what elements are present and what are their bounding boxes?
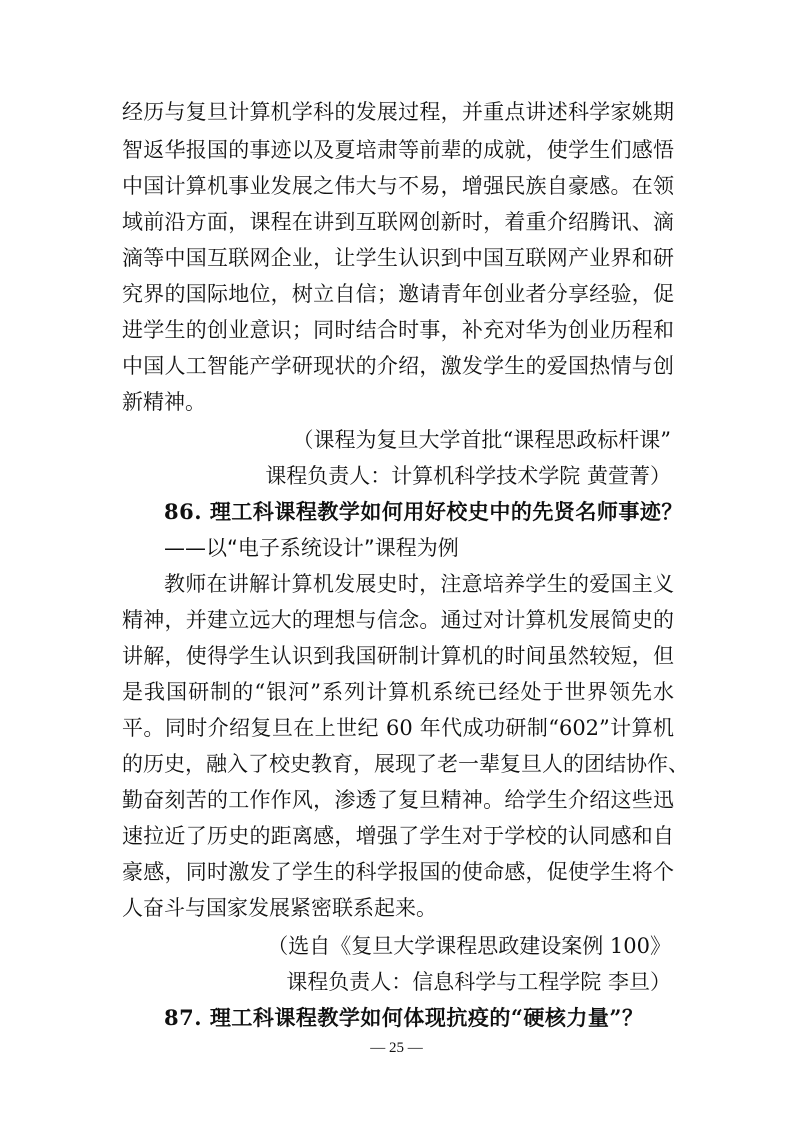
paragraph-1-line: 中国计算机事业发展之伟大与不易，增强民族自豪感。在领 [122,174,674,198]
source-citation: （选自《复旦大学课程思政建设案例 100》 [267,934,671,958]
course-lead: 课程负责人：计算机科学技术学院 黄萱菁） [265,464,671,488]
paragraph-2-line: 的历史，融入了校史教育，展现了老一辈复旦人的团结协作、 [122,752,689,776]
question-heading-86: 86. 理工科课程教学如何用好校史中的先贤名师事迹？ [164,499,683,524]
paragraph-1-line: 域前沿方面，课程在讲到互联网创新时，着重介绍腾讯、滴 [122,210,674,234]
paragraph-1-line: 智返华报国的事迹以及夏培肃等前辈的成就，使学生们感悟 [122,138,674,162]
paragraph-1-line: 中国人工智能产学研现状的介绍，激发学生的爱国热情与创 [122,354,674,378]
course-lead: 课程负责人：信息科学与工程学院 李旦） [286,970,671,994]
paragraph-1-line: 究界的国际地位，树立自信；邀请青年创业者分享经验，促 [122,282,674,306]
paragraph-2-line: 速拉近了历史的距离感，增强了学生对于学校的认同感和自 [122,824,674,848]
paragraph-2-line: 讲解，使得学生认识到我国研制计算机的时间虽然较短，但 [122,644,674,668]
paragraph-2-line: 精神，并建立远大的理想与信念。通过对计算机发展简史的 [122,608,674,632]
page-number: — 25 — [370,1040,423,1056]
source-citation: （课程为复旦大学首批“课程思政标杆课” [292,428,671,452]
paragraph-2-line: 豪感，同时激发了学生的科学报国的使命感，促使学生将个 [122,860,674,884]
question-subtitle-86: ——以“电子系统设计”课程为例 [164,536,459,560]
paragraph-1-line: 进学生的创业意识；同时结合时事，补充对华为创业历程和 [122,318,674,342]
paragraph-1-line: 新精神。 [122,390,206,414]
paragraph-1-line: 经历与复旦计算机学科的发展过程，并重点讲述科学家姚期 [122,100,674,124]
paragraph-2-line: 平。同时介绍复旦在上世纪 60 年代成功研制“602”计算机 [122,716,674,740]
paragraph-2-line: 人奋斗与国家发展紧密联系起来。 [122,896,437,920]
paragraph-2-line: 勤奋刻苦的工作作风，渗透了复旦精神。给学生介绍这些迅 [122,788,674,812]
paragraph-2-line: 教师在讲解计算机发展史时，注意培养学生的爱国主义 [164,572,674,596]
paragraph-1-line: 滴等中国互联网企业，让学生认识到中国互联网产业界和研 [122,246,674,270]
question-heading-87: 87. 理工科课程教学如何体现抗疫的“硬核力量”？ [164,1005,644,1030]
paragraph-2-line: 是我国研制的“银河”系列计算机系统已经处于世界领先水 [122,680,674,704]
